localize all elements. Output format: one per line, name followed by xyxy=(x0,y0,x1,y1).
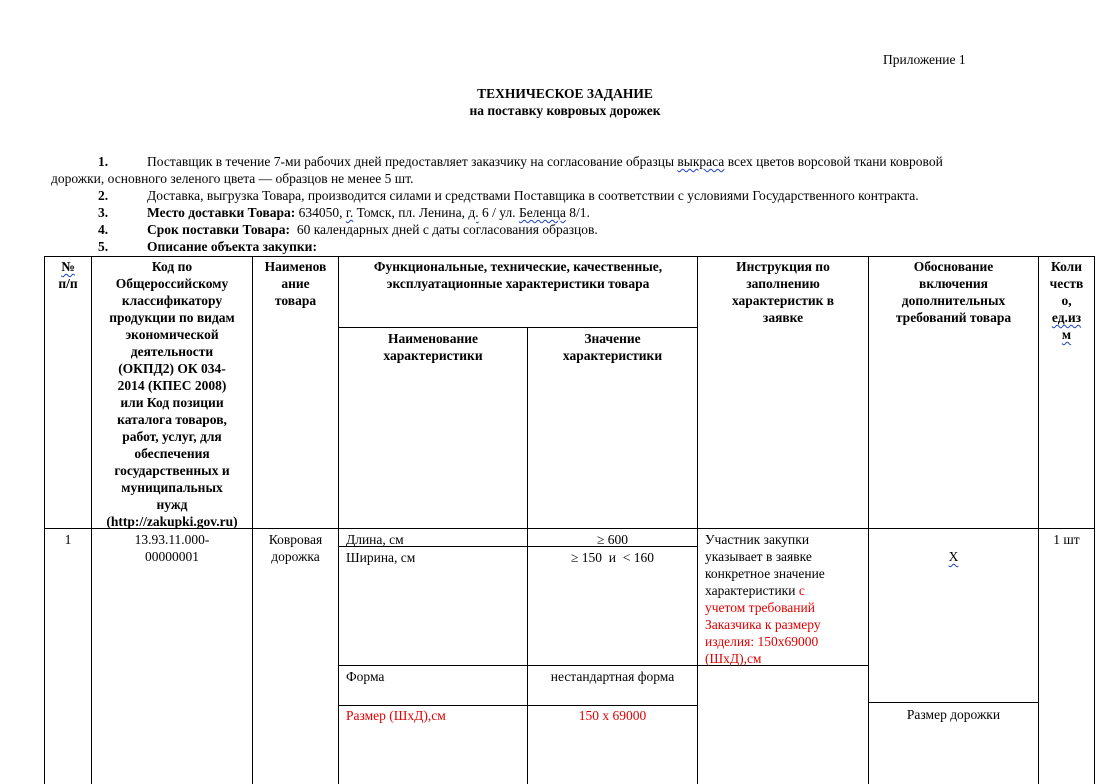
item-5-number: 5. xyxy=(98,239,109,254)
item-1-number: 1. xyxy=(98,154,109,169)
item-1-text-continued: дорожки, основного зеленого цвета — образцов не менее 5 шт. xyxy=(51,171,414,186)
header-number: № п/п xyxy=(58,259,78,291)
item-4-text: Срок поставки Товара: 60 календарных дней с даты согласования образцов. xyxy=(147,222,598,237)
char-size-name: Размер (ШхД),см xyxy=(346,708,446,723)
header-quantity: Коли честв о, ед.из м xyxy=(1049,259,1084,342)
header-characteristics: Функциональные, технические, качественные, эксплуатационные характеристики товара xyxy=(373,259,663,291)
item-1-text: Поставщик в течение 7-ми рабочих дней предоставляет заказчику на согласование образцы выкраса всех цветов ворсовой ткани ковровой xyxy=(147,154,943,169)
row-1-instruction: Участник закупки указывает в заявке конкретное значение характеристики с учетом требований Заказчика к размеру изделия: 150х69000 (ШхД),см xyxy=(705,532,825,666)
item-3-number: 3. xyxy=(98,205,109,220)
item-2-number: 2. xyxy=(98,188,109,203)
item-3-text: Место доставки Товара: 634050, г. Томск, пл. Ленина, д. 6 / ул. Беленца 8/1. xyxy=(147,205,590,220)
header-product-name: Наименов ание товара xyxy=(264,259,327,308)
char-shape-value: нестандартная форма xyxy=(550,669,675,684)
header-characteristic-name: Наименование характеристики xyxy=(383,331,483,363)
header-justification: Обоснование включения дополнительных требований товара xyxy=(895,259,1012,325)
row-1-number: 1 xyxy=(64,532,72,547)
char-shape-name: Форма xyxy=(346,669,385,684)
document-subtitle: на поставку ковровых дорожек xyxy=(469,103,661,118)
row-1-quantity: 1 шт xyxy=(1053,532,1080,547)
document-title: ТЕХНИЧЕСКОЕ ЗАДАНИЕ xyxy=(477,86,653,101)
appendix-label: Приложение 1 xyxy=(883,52,966,67)
char-size-value: 150 х 69000 xyxy=(578,708,647,723)
header-instruction: Инструкция по заполнению характеристик в заявке xyxy=(731,259,835,325)
header-code: Код по Общероссийскому классификатору продукции по видам экономической деятельности (ОКПД2) ОК 034- 2014 (КПЕС 2008) или Код позиции каталога товаров, работ, услуг, для обеспечения государственных и муниципальных нужд (http://zakupki.gov.ru) xyxy=(106,259,238,529)
row-1-product-name: Ковровая дорожка xyxy=(268,532,323,564)
item-4-number: 4. xyxy=(98,222,109,237)
char-length-name: Длина, см xyxy=(346,532,404,547)
row-1-justification: Х xyxy=(948,549,959,564)
row-2-justification: Размер дорожки xyxy=(906,707,1001,722)
header-characteristic-value: Значение характеристики xyxy=(562,331,663,363)
item-5-label: Описание объекта закупки: xyxy=(147,239,317,254)
char-length-value: ≥ 600 xyxy=(596,532,629,547)
row-1-code: 13.93.11.000- 00000001 xyxy=(134,532,210,564)
char-width-value: ≥ 150 и < 160 xyxy=(571,550,654,565)
char-width-name: Ширина, см xyxy=(346,550,416,565)
item-2-text: Доставка, выгрузка Товара, производится силами и средствами Поставщика в соответствии с условиями Государственного контракта. xyxy=(147,188,919,203)
